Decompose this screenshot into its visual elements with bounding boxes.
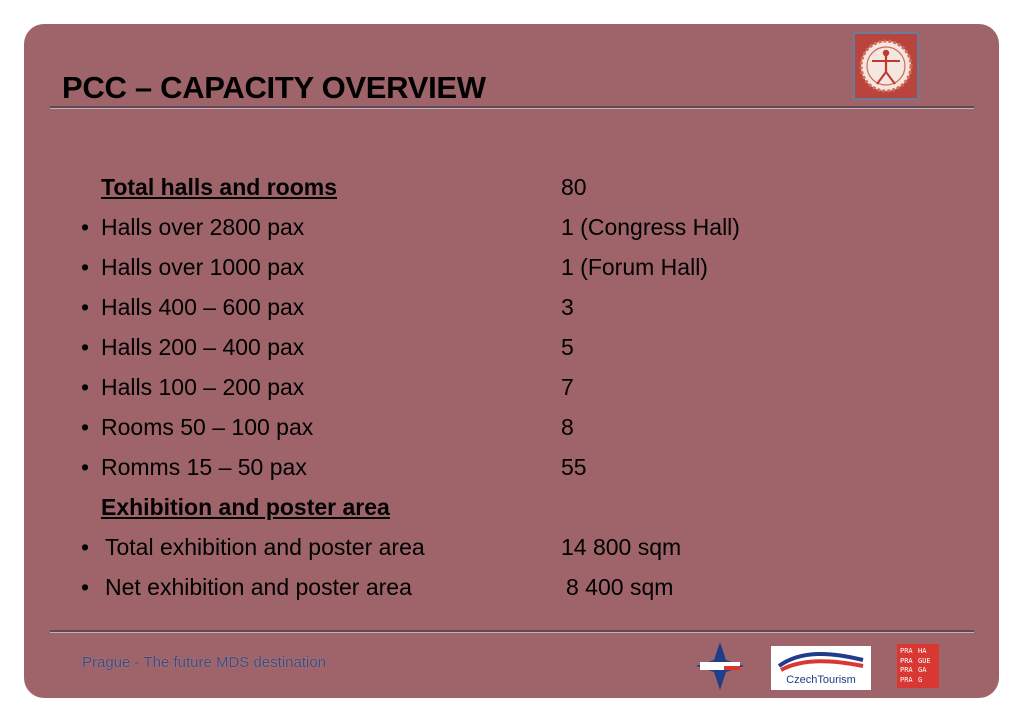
section-heading: Total halls and rooms (101, 174, 337, 200)
bullet: • (81, 254, 90, 280)
list-item (24, 534, 999, 574)
value: 5 (561, 334, 574, 360)
value: 1 (Congress Hall) (561, 214, 740, 240)
bullet: • (81, 414, 90, 440)
list-item (24, 574, 999, 614)
list-item (24, 374, 999, 414)
praha-logo-text: PRA (900, 675, 913, 684)
item-label: Halls over 1000 pax (101, 254, 305, 280)
section-heading: Exhibition and poster area (101, 494, 390, 520)
bullet: • (81, 534, 90, 560)
praha-logo-text: GUE (918, 656, 931, 665)
praha-logo-text: HA (918, 647, 927, 655)
value: 8 (561, 414, 574, 440)
item-label: Total exhibition and poster area (105, 534, 425, 560)
item-label: Halls 200 – 400 pax (101, 334, 305, 360)
bullet: • (81, 294, 90, 320)
value: 80 (561, 174, 587, 200)
list-item (24, 294, 999, 334)
list-item (24, 334, 999, 374)
bullet: • (81, 374, 90, 400)
list-item (24, 454, 999, 494)
value: 1 (Forum Hall) (561, 254, 708, 280)
value: 14 800 sqm (561, 534, 682, 560)
value: 3 (561, 294, 574, 320)
item-label: Romms 15 – 50 pax (101, 454, 307, 480)
praha-logo (897, 644, 939, 688)
bullet: • (81, 214, 90, 240)
slide (24, 24, 999, 698)
title-divider (50, 106, 974, 109)
tourism-logo-label: CzechTourism (786, 674, 856, 686)
footer-divider (50, 630, 974, 633)
value: 7 (561, 374, 574, 400)
praha-logo-text: GA (918, 666, 927, 674)
praha-logo-text: PRA (900, 666, 913, 674)
bullet: • (81, 574, 90, 600)
item-label: Halls over 2800 pax (101, 214, 305, 240)
item-label: Halls 100 – 200 pax (101, 374, 305, 400)
list-item (24, 214, 999, 254)
list-item (24, 414, 999, 454)
praha-logo-text: PRA (900, 656, 913, 665)
item-label: Net exhibition and poster area (105, 574, 412, 600)
vitruvian-man-logo-icon (853, 32, 919, 100)
list-item (24, 254, 999, 294)
item-label: Rooms 50 – 100 pax (101, 414, 314, 440)
czech-flag-arrow-logo-icon (696, 642, 744, 690)
bullet: • (81, 334, 90, 360)
page-title: PCC – CAPACITY OVERVIEW (62, 70, 486, 105)
value: 8 400 sqm (566, 574, 674, 600)
czech-tourism-logo-icon (771, 646, 871, 690)
footer-caption: Prague - The future MDS destination (82, 654, 327, 671)
praha-logo-text: PRA (900, 647, 913, 655)
value: 55 (561, 454, 587, 480)
list-item (24, 494, 999, 534)
item-label: Halls 400 – 600 pax (101, 294, 305, 320)
list-item (24, 174, 999, 214)
praha-logo-text: G (918, 675, 923, 684)
bullet: • (81, 454, 90, 480)
